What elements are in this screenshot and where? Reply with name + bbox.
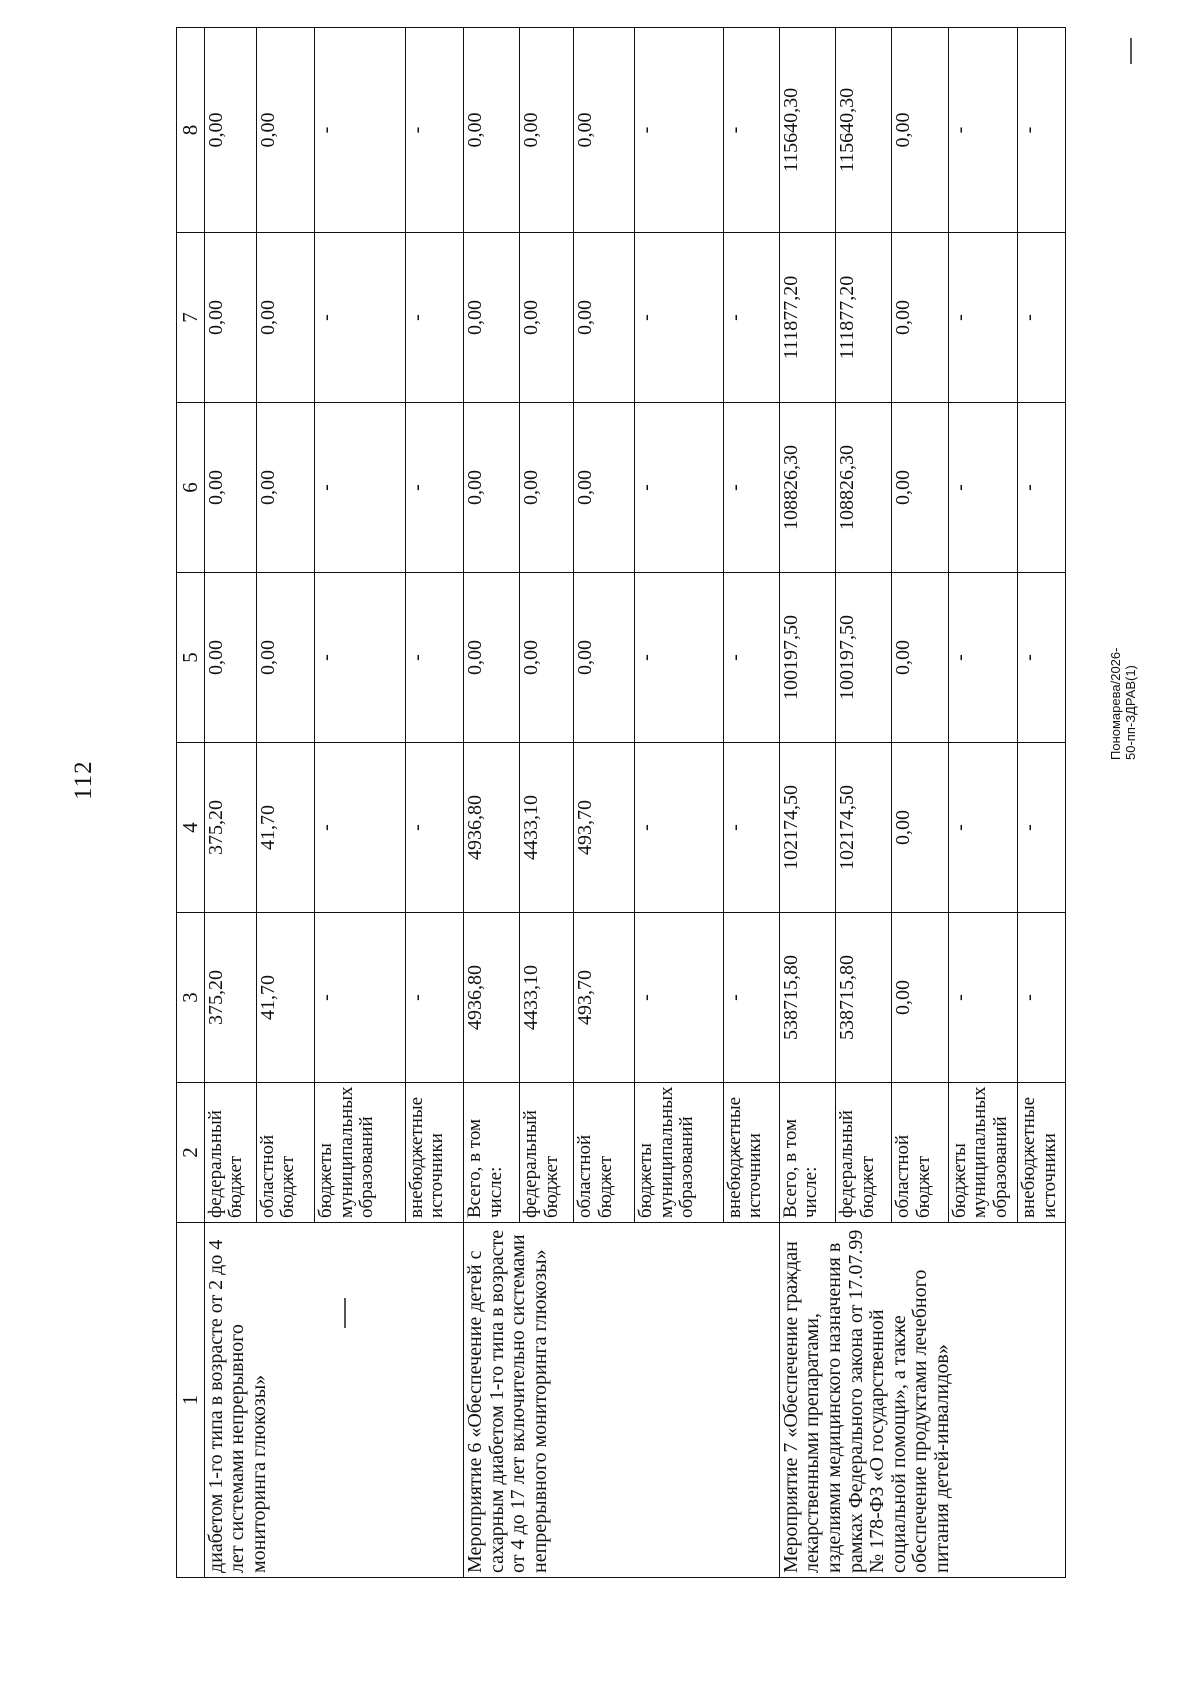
value-cell-col-5: - [635,573,724,743]
column-header-5: 5 [177,573,205,743]
value-cell-col-8: 115640,30 [836,28,892,233]
value-cell-col-7: 0,00 [204,233,256,403]
value-cell-col-4: 375,20 [204,743,256,913]
measure-title-cell: Мероприятие 7 «Обеспечение граждан лекарственными препаратами, изделиями медицинского назначения в рамках Федерального закона от 17.07.99 № 178-ФЗ «О государственной социальной помощи», а также обеспечение продуктами лечебного питания детей-инвалидов» [779,1223,1065,1578]
value-cell-col-3: - [1018,913,1066,1083]
value-cell-col-7: - [1018,233,1066,403]
column-header-6: 6 [177,403,205,573]
value-cell-col-4: - [1018,743,1066,913]
funding-source-cell: внебюджетные источники [405,1083,463,1223]
value-cell-col-5: - [948,573,1018,743]
value-cell-col-8: 0,00 [464,28,520,233]
funding-source-cell: федеральный бюджет [204,1083,256,1223]
value-cell-col-5: 100197,50 [779,573,835,743]
value-cell-col-8: 115640,30 [779,28,835,233]
value-cell-col-7: 0,00 [892,233,948,403]
value-cell-col-8: - [948,28,1018,233]
value-cell-col-6: 0,00 [204,403,256,573]
value-cell-col-3: 41,70 [256,913,314,1083]
value-cell-col-3: 538715,80 [779,913,835,1083]
value-cell-col-8: 0,00 [204,28,256,233]
table-row [464,28,520,1578]
value-cell-col-7: - [405,233,463,403]
value-cell-col-4: - [315,743,406,913]
value-cell-col-6: - [405,403,463,573]
column-header-2: 2 [177,1083,205,1223]
value-cell-col-7: 111877,20 [836,233,892,403]
value-cell-col-5: 0,00 [574,573,635,743]
column-header-1: 1 [177,1223,205,1578]
funding-source-cell: федеральный бюджет [836,1083,892,1223]
value-cell-col-4: 41,70 [256,743,314,913]
value-cell-col-8: - [405,28,463,233]
value-cell-col-3: - [405,913,463,1083]
funding-source-cell: Всего, в том числе: [464,1083,520,1223]
funding-source-cell: бюджеты муниципальных образований [315,1083,406,1223]
value-cell-col-7: - [948,233,1018,403]
value-cell-col-3: 4433,10 [520,913,574,1083]
value-cell-col-7: 0,00 [520,233,574,403]
funding-source-cell: бюджеты муниципальных образований [948,1083,1018,1223]
measure-title-cell: диабетом 1-го типа в возрасте от 2 до 4 лет системами непрерывного мониторинга глюкозы» [204,1223,463,1578]
value-cell-col-6: - [635,403,724,573]
measure-title-cell: Мероприятие 6 «Обеспечение детей с сахарным диабетом 1-го типа в возрасте от 4 до 17 лет включительно системами непрерывного мониторинга глюкозы» [464,1223,780,1578]
value-cell-col-3: 493,70 [574,913,635,1083]
value-cell-col-8: - [723,28,779,233]
value-cell-col-5: - [1018,573,1066,743]
value-cell-col-8: - [315,28,406,233]
value-cell-col-5: - [315,573,406,743]
value-cell-col-6: 108826,30 [779,403,835,573]
value-cell-col-4: - [948,743,1018,913]
value-cell-col-7: - [635,233,724,403]
footer-document-code: Пономарева/2026-50-пп-ЗДРАВ(1) [1108,647,1138,760]
funding-source-cell: областной бюджет [574,1083,635,1223]
value-cell-col-5: - [405,573,463,743]
value-cell-col-4: 102174,50 [836,743,892,913]
value-cell-col-3: - [635,913,724,1083]
value-cell-col-8: - [635,28,724,233]
funding-source-cell: бюджеты муниципальных образований [635,1083,724,1223]
column-header-7: 7 [177,233,205,403]
value-cell-col-3: 375,20 [204,913,256,1083]
value-cell-col-6: - [1018,403,1066,573]
value-cell-col-5: 0,00 [520,573,574,743]
value-cell-col-6: 108826,30 [836,403,892,573]
value-cell-col-4: 4936,80 [464,743,520,913]
funding-source-cell: Всего, в том числе: [779,1083,835,1223]
value-cell-col-6: - [315,403,406,573]
value-cell-col-3: - [723,913,779,1083]
value-cell-col-4: 4433,10 [520,743,574,913]
value-cell-col-7: 0,00 [574,233,635,403]
value-cell-col-3: 0,00 [892,913,948,1083]
value-cell-col-6: - [948,403,1018,573]
value-cell-col-3: 538715,80 [836,913,892,1083]
value-cell-col-3: - [948,913,1018,1083]
column-header-4: 4 [177,743,205,913]
scan-mark-right [1130,38,1132,64]
scan-mark-left [344,1298,346,1328]
funding-source-cell: федеральный бюджет [520,1083,574,1223]
value-cell-col-5: 0,00 [464,573,520,743]
value-cell-col-8: 0,00 [520,28,574,233]
funding-table-body [177,28,1066,1578]
value-cell-col-8: - [1018,28,1066,233]
value-cell-col-7: - [315,233,406,403]
funding-source-cell: областной бюджет [256,1083,314,1223]
value-cell-col-4: 493,70 [574,743,635,913]
value-cell-col-5: 0,00 [892,573,948,743]
value-cell-col-4: 0,00 [892,743,948,913]
funding-table [176,27,1066,1578]
value-cell-col-4: - [635,743,724,913]
value-cell-col-8: 0,00 [256,28,314,233]
column-header-8: 8 [177,28,205,233]
table-header-row [177,28,205,1578]
value-cell-col-6: 0,00 [256,403,314,573]
column-header-3: 3 [177,913,205,1083]
funding-source-cell: внебюджетные источники [1018,1083,1066,1223]
value-cell-col-5: 0,00 [256,573,314,743]
value-cell-col-6: - [723,403,779,573]
funding-source-cell: внебюджетные источники [723,1083,779,1223]
value-cell-col-7: - [723,233,779,403]
table-row [204,28,256,1578]
funding-source-cell: областной бюджет [892,1083,948,1223]
value-cell-col-6: 0,00 [574,403,635,573]
value-cell-col-4: - [405,743,463,913]
value-cell-col-8: 0,00 [892,28,948,233]
page-number: 112 [70,760,97,800]
value-cell-col-5: 0,00 [204,573,256,743]
value-cell-col-5: 100197,50 [836,573,892,743]
value-cell-col-6: 0,00 [520,403,574,573]
table-row [779,28,835,1578]
value-cell-col-7: 111877,20 [779,233,835,403]
value-cell-col-5: - [723,573,779,743]
value-cell-col-3: 4936,80 [464,913,520,1083]
value-cell-col-7: 0,00 [464,233,520,403]
value-cell-col-6: 0,00 [464,403,520,573]
value-cell-col-6: 0,00 [892,403,948,573]
value-cell-col-4: - [723,743,779,913]
value-cell-col-4: 102174,50 [779,743,835,913]
value-cell-col-8: 0,00 [574,28,635,233]
value-cell-col-3: - [315,913,406,1083]
value-cell-col-7: 0,00 [256,233,314,403]
document-table-container [176,28,1066,1578]
